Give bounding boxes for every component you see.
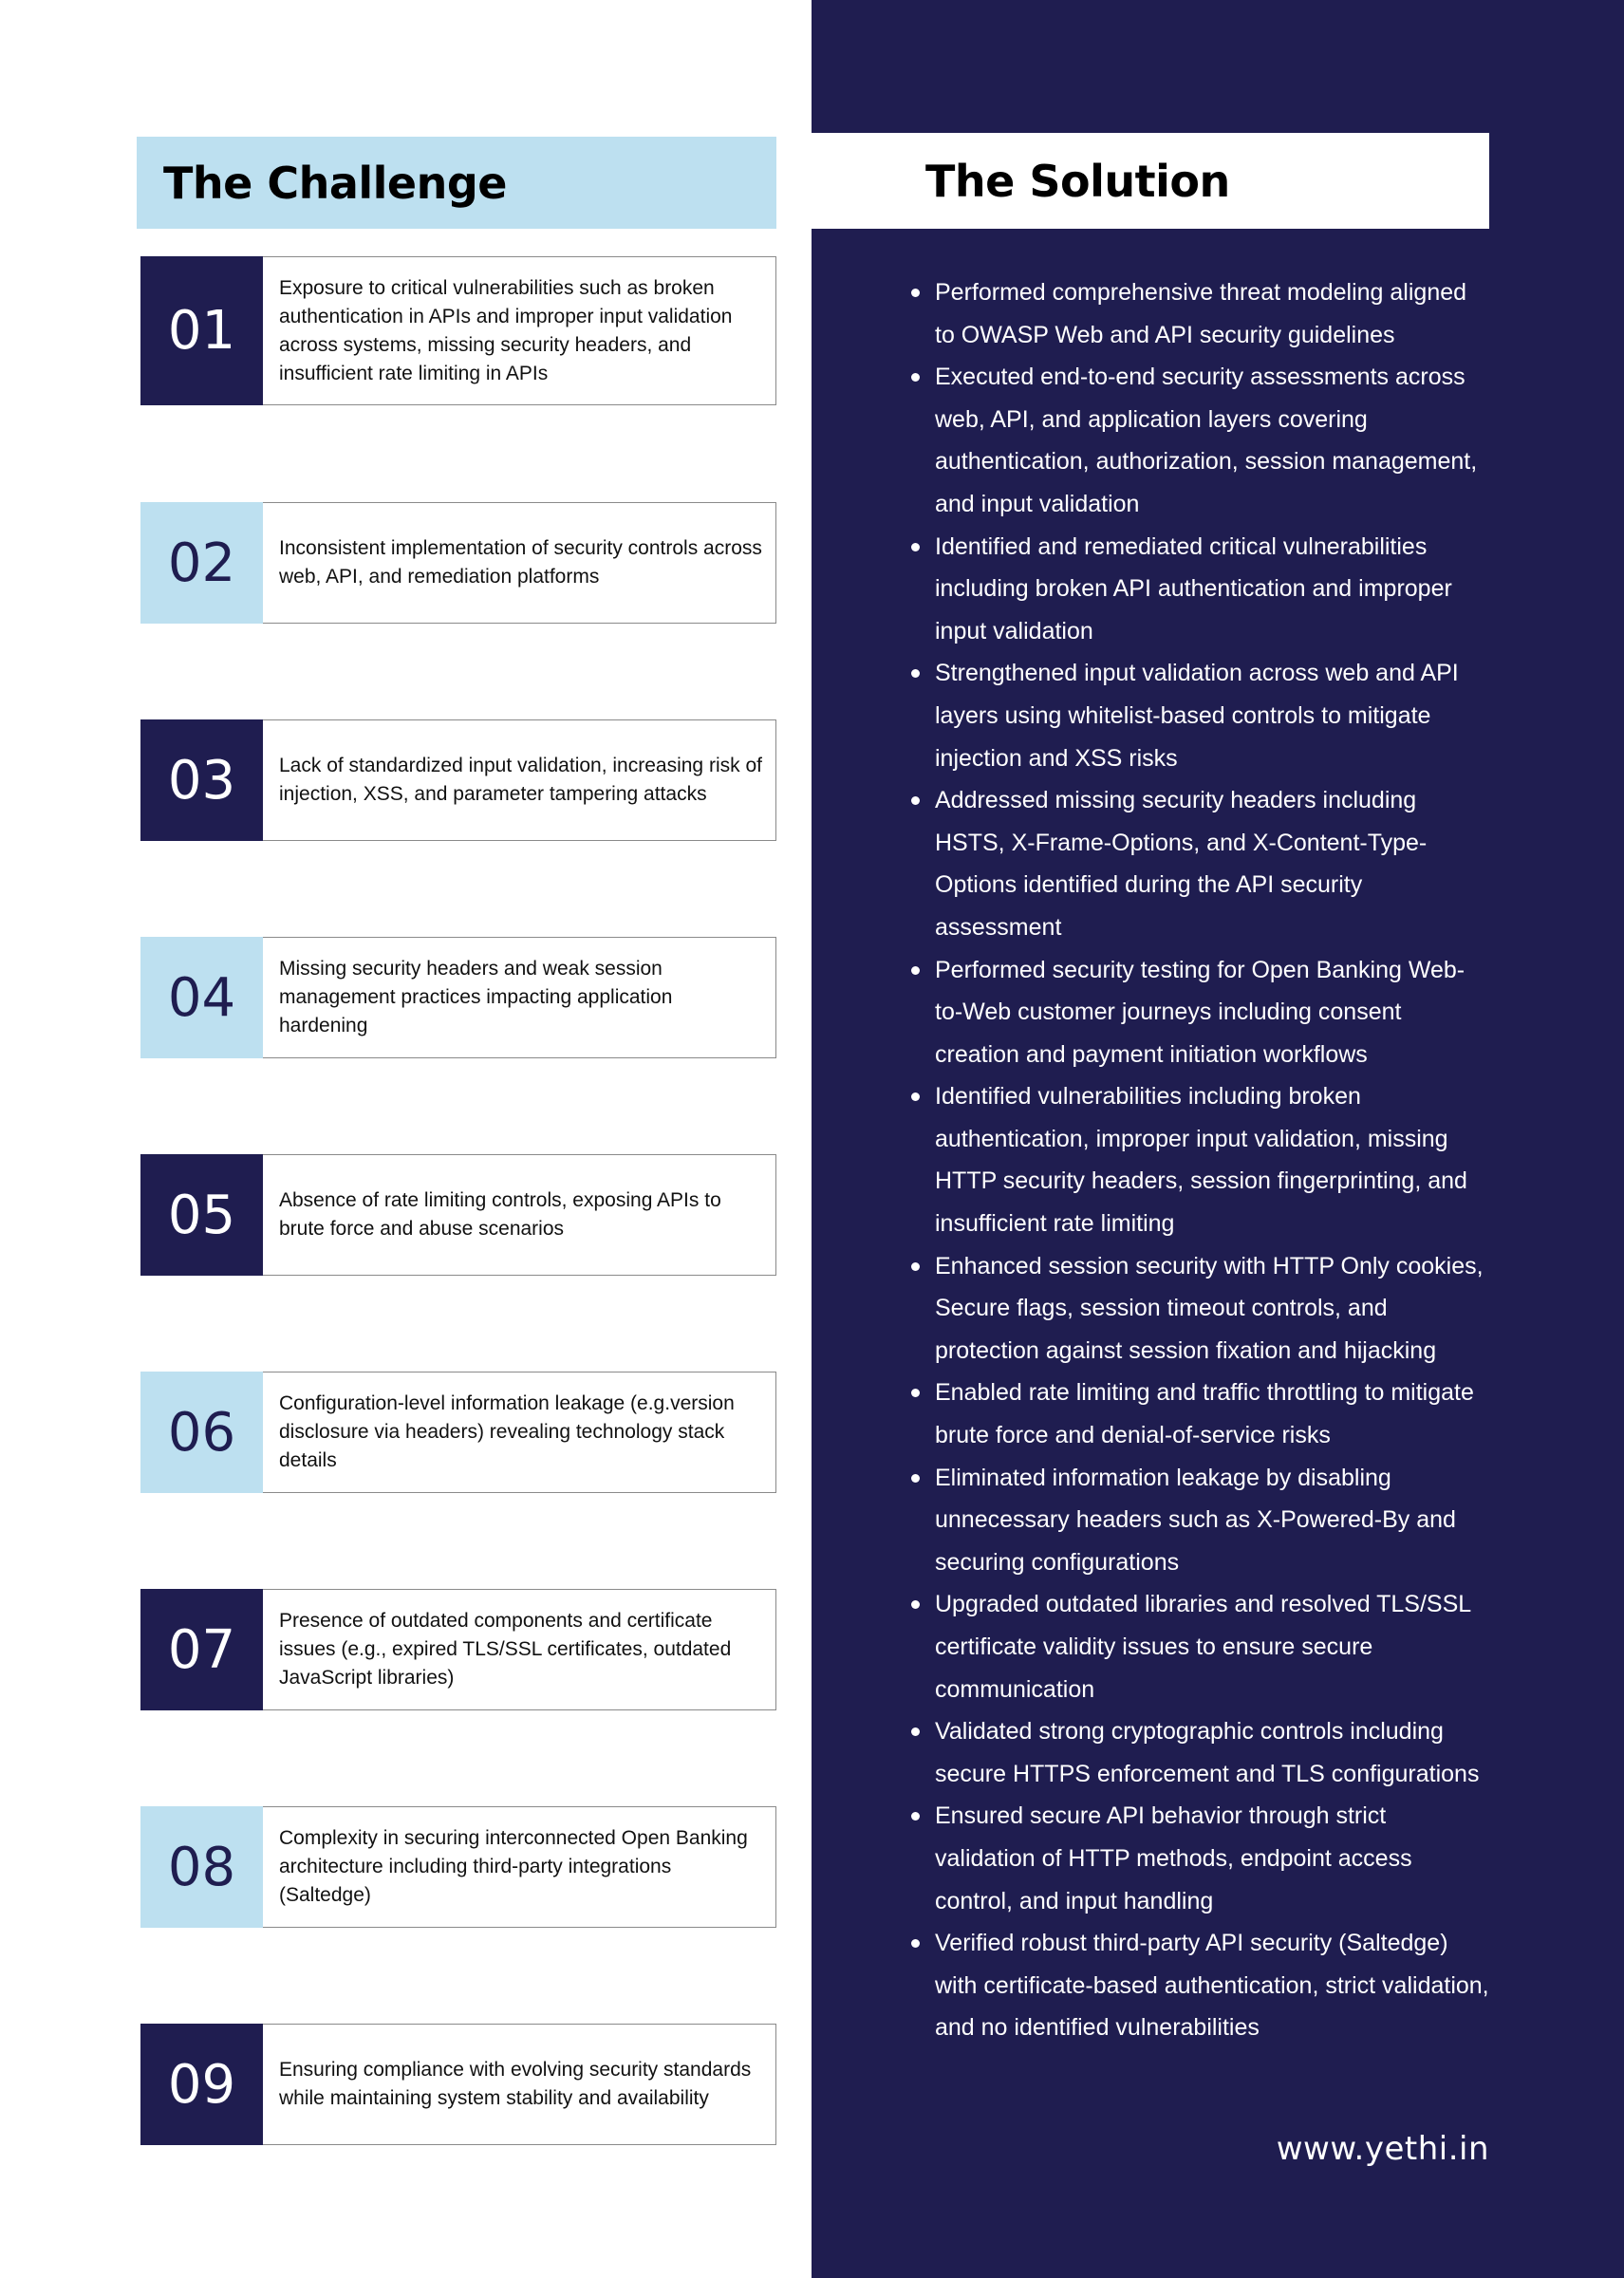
- challenge-number: 06: [140, 1372, 263, 1493]
- challenge-text: Lack of standardized input validation, increasing risk of injection, XSS, and parameter tampering attacks: [263, 719, 776, 841]
- challenge-item-03: [140, 719, 776, 841]
- solution-item: Verified robust third-party API security (Saltedge) with certificate-based authentication, strict validation, and no identified vulnerabilities: [911, 1922, 1492, 2049]
- solution-item: Enabled rate limiting and traffic throttling to mitigate brute force and denial-of-service risks: [911, 1372, 1492, 1456]
- solution-list: [911, 271, 1492, 2049]
- solution-title: The Solution: [925, 155, 1230, 207]
- solution-item: Ensured secure API behavior through strict validation of HTTP methods, endpoint access control, and input handling: [911, 1795, 1492, 1922]
- solution-item: Identified vulnerabilities including broken authentication, improper input validation, missing HTTP security headers, session fingerprinting, and insufficient rate limiting: [911, 1075, 1492, 1244]
- solution-item: Addressed missing security headers including HSTS, X-Frame-Options, and X-Content-Type-Options identified during the API security assessment: [911, 779, 1492, 948]
- challenge-item-02: [140, 502, 776, 624]
- challenge-text: Ensuring compliance with evolving security standards while maintaining system stability and availability: [263, 2024, 776, 2145]
- solution-item: Enhanced session security with HTTP Only cookies, Secure flags, session timeout controls, and protection against session fixation and hijacking: [911, 1245, 1492, 1372]
- challenge-item-04: [140, 937, 776, 1058]
- challenge-text: Exposure to critical vulnerabilities such as broken authentication in APIs and improper input validation across systems, missing security headers, and insufficient rate limiting in APIs: [263, 256, 776, 405]
- solution-item: Strengthened input validation across web and API layers using whitelist-based controls to mitigate injection and XSS risks: [911, 652, 1492, 779]
- challenge-text: Presence of outdated components and certificate issues (e.g., expired TLS/SSL certificates, outdated JavaScript libraries): [263, 1589, 776, 1710]
- challenge-text: Inconsistent implementation of security controls across web, API, and remediation platforms: [263, 502, 776, 624]
- challenge-item-07: [140, 1589, 776, 1710]
- solution-item: Upgraded outdated libraries and resolved TLS/SSL certificate validity issues to ensure secure communication: [911, 1583, 1492, 1710]
- solution-item: Identified and remediated critical vulnerabilities including broken API authentication and improper input validation: [911, 526, 1492, 653]
- challenge-title: The Challenge: [163, 157, 507, 209]
- challenge-header: [137, 137, 776, 229]
- challenge-text: Configuration-level information leakage (e.g.version disclosure via headers) revealing technology stack details: [263, 1372, 776, 1493]
- challenge-number: 09: [140, 2024, 263, 2145]
- solution-item: Executed end-to-end security assessments across web, API, and application layers covering authentication, authorization, session management, and input validation: [911, 356, 1492, 525]
- challenge-number: 05: [140, 1154, 263, 1276]
- challenge-item-09: [140, 2024, 776, 2145]
- challenge-item-06: [140, 1372, 776, 1493]
- challenge-number: 07: [140, 1589, 263, 1710]
- challenge-number: 08: [140, 1806, 263, 1928]
- challenge-text: Complexity in securing interconnected Open Banking architecture including third-party integrations (Saltedge): [263, 1806, 776, 1928]
- challenge-number: 01: [140, 256, 263, 405]
- challenge-item-05: [140, 1154, 776, 1276]
- solution-item: Eliminated information leakage by disabling unnecessary headers such as X-Powered-By and securing configurations: [911, 1457, 1492, 1584]
- challenge-item-01: [140, 256, 776, 405]
- challenge-number: 04: [140, 937, 263, 1058]
- challenge-number: 02: [140, 502, 263, 624]
- challenge-item-08: [140, 1806, 776, 1928]
- website-link[interactable]: www.yethi.in: [1276, 2130, 1489, 2168]
- solution-header: [812, 133, 1489, 229]
- solution-item: Performed comprehensive threat modeling aligned to OWASP Web and API security guidelines: [911, 271, 1492, 356]
- challenge-text: Missing security headers and weak session management practices impacting application hardening: [263, 937, 776, 1058]
- solution-item: Performed security testing for Open Banking Web-to-Web customer journeys including consent creation and payment initiation workflows: [911, 949, 1492, 1076]
- challenge-number: 03: [140, 719, 263, 841]
- challenge-text: Absence of rate limiting controls, exposing APIs to brute force and abuse scenarios: [263, 1154, 776, 1276]
- solution-item: Validated strong cryptographic controls including secure HTTPS enforcement and TLS configurations: [911, 1710, 1492, 1795]
